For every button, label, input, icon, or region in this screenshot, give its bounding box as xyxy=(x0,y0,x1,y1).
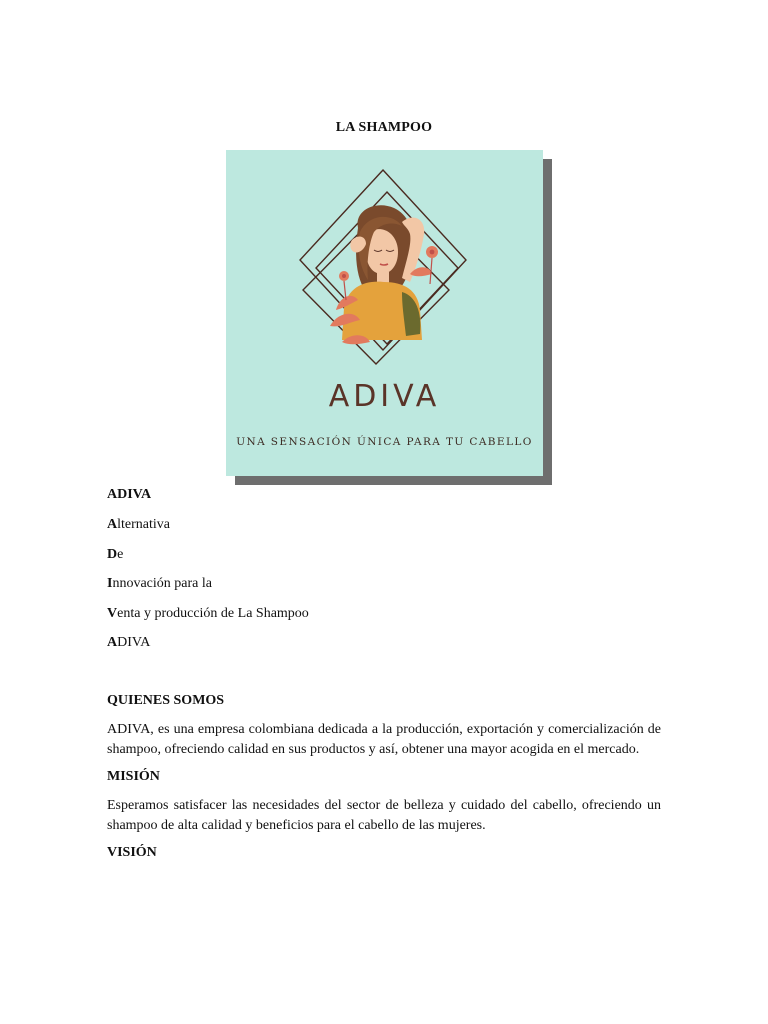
acronym-line xyxy=(107,605,661,623)
acronym-initial: D xyxy=(107,546,118,562)
acronym-line xyxy=(107,546,661,564)
acronym-rest: e xyxy=(117,546,124,562)
section-heading-quienes-somos: QUIENES SOMOS xyxy=(107,693,225,708)
section-text-quienes-somos: ADIVA, es una empresa colombiana dedicada a la producción, exportación y comercialización de shampoo, ofreciendo calidad en sus productos y así, obtener una mayor acogida en el mercado. xyxy=(107,722,661,757)
page-title: LA SHAMPOO xyxy=(335,120,433,135)
acronym-initial: V xyxy=(107,605,118,621)
acronym-initial: A xyxy=(107,635,118,650)
acronym-rest: DIVA xyxy=(117,635,151,650)
acronym-line xyxy=(107,634,661,652)
woman-portrait-illustration xyxy=(226,150,543,476)
acronym-rest: nnovación para la xyxy=(112,576,212,591)
section-text-mision: Esperamos satisfacer las necesidades del sector de belleza y cuidado del cabello, ofreciendo un shampoo de alta calidad y beneficios para el cabello de las mujeres. xyxy=(107,798,661,833)
document-body xyxy=(107,486,661,872)
acronym-heading: ADIVA xyxy=(107,487,152,502)
acronym-line xyxy=(107,575,661,593)
logo-card xyxy=(226,150,543,476)
brand-tagline: UNA SENSACIÓN ÚNICA PARA TU CABELLO xyxy=(236,436,533,448)
section-heading-mision: MISIÓN xyxy=(107,769,160,784)
acronym-rest: lternativa xyxy=(117,517,170,532)
acronym-rest: enta y producción de La Shampoo xyxy=(117,605,309,621)
brand-name: ADIVA xyxy=(328,379,441,414)
logo-block xyxy=(226,150,543,476)
section-heading-vision: VISIÓN xyxy=(107,845,157,860)
acronym-line xyxy=(107,516,661,534)
acronym-initial: I xyxy=(107,576,113,591)
acronym-initial: A xyxy=(107,517,118,532)
